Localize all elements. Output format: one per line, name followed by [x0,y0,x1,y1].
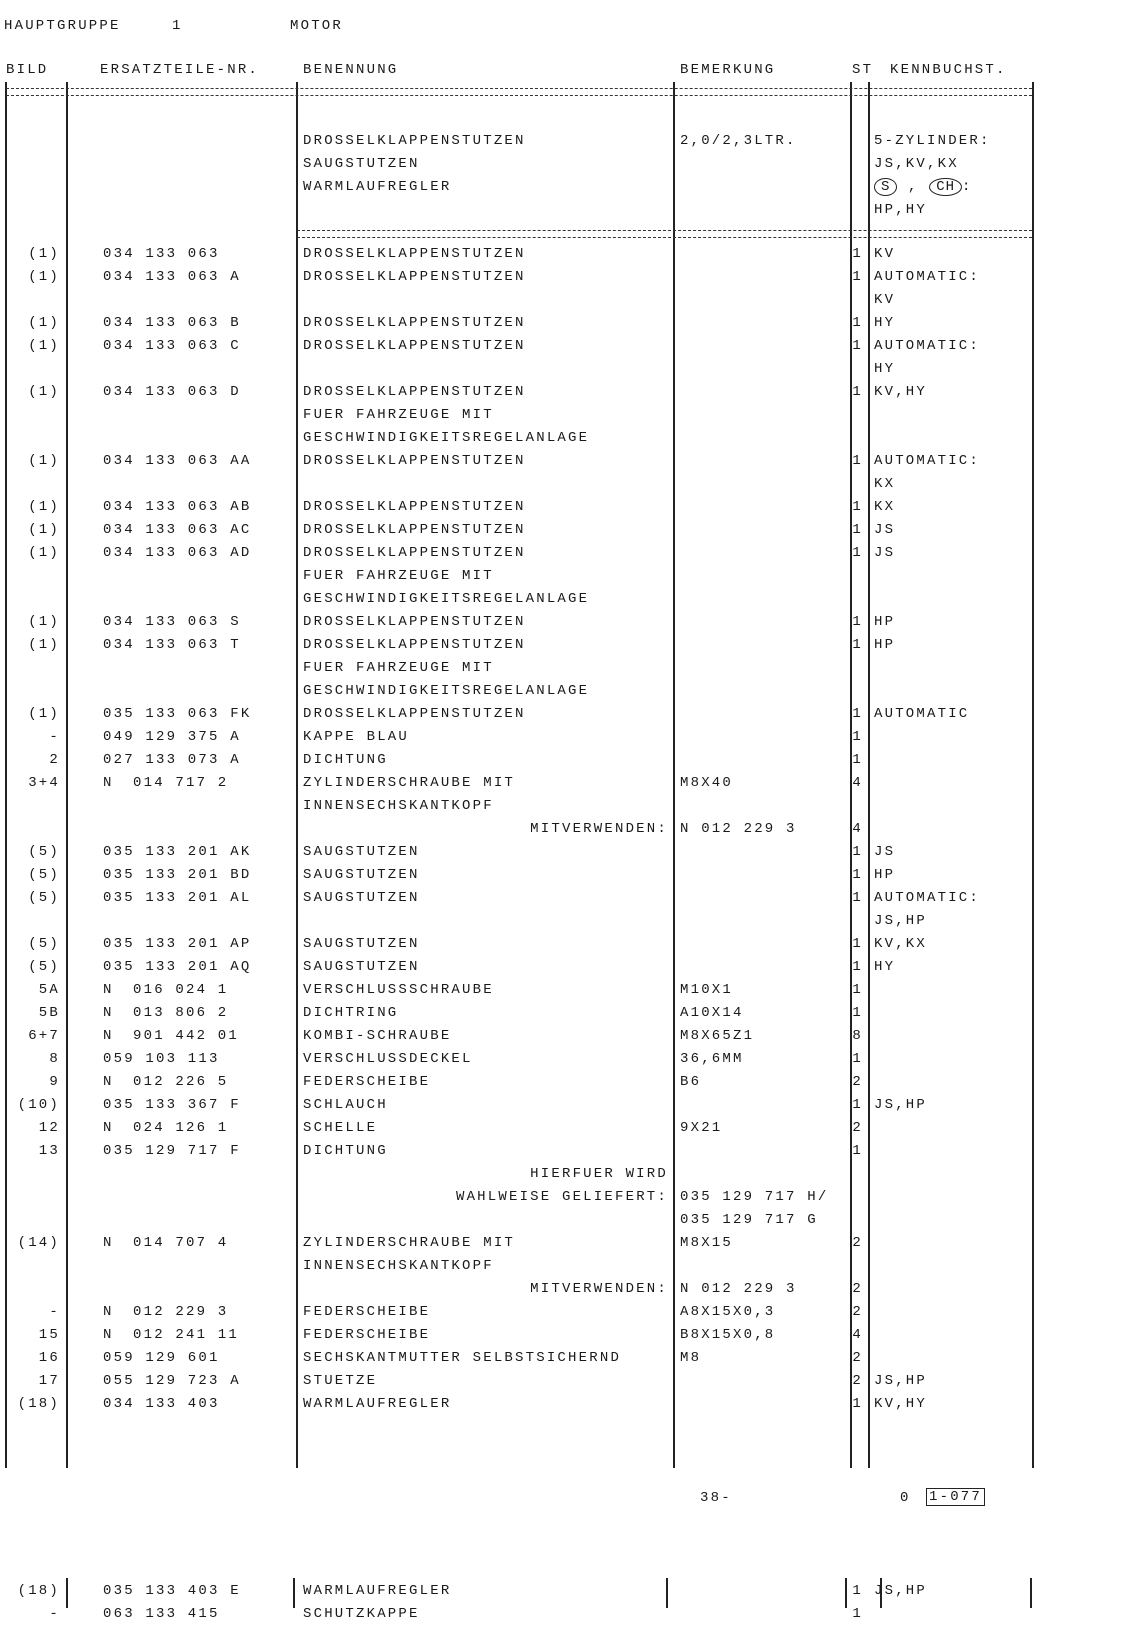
remark: M8X65Z1 [680,1028,755,1044]
table-row [0,1071,1123,1094]
bild-cell: (1) [28,269,60,285]
part-number: 034 133 063 [103,246,220,262]
quantity: 2 [852,1304,863,1320]
model-code: AUTOMATIC: [874,890,981,906]
part-name: DROSSELKLAPPENSTUTZEN [303,545,526,561]
remark: M8X15 [680,1235,734,1251]
quantity: 1 [852,1396,863,1412]
remark: 36,6MM [680,1051,744,1067]
bild-cell: - [49,729,60,745]
part-name: SAUGSTUTZEN [303,890,420,906]
bild-cell: (14) [17,1235,60,1251]
part-number: 063 133 415 [103,1606,220,1622]
quantity: 1 [852,706,863,722]
part-name: INNENSECHSKANTKOPF [303,798,494,814]
table-row [0,1370,1123,1393]
quantity: 1 [852,614,863,630]
table-row [0,496,1123,519]
model-code: KV,KX [874,936,928,952]
bild-cell: 6+7 [28,1028,60,1044]
bild-cell: (1) [28,338,60,354]
model-code: HP [874,867,896,883]
part-name: SAUGSTUTZEN [303,936,420,952]
table-row [0,864,1123,887]
table-row-continuation [0,1209,1123,1232]
quantity: 1 [852,246,863,262]
part-name: DROSSELKLAPPENSTUTZEN [303,384,526,400]
table-row [0,381,1123,404]
table-row [0,335,1123,358]
part-number: 034 133 403 [103,1396,220,1412]
quantity: 1 [852,1583,863,1599]
bild-cell: (1) [28,453,60,469]
table-row [0,611,1123,634]
country-badge-ch: CH [929,178,962,196]
part-prefix: N [103,1304,114,1320]
table-row [0,312,1123,335]
col-header-st: ST [852,62,874,78]
model-code: HP [874,614,896,630]
part-number: 059 103 113 [103,1051,220,1067]
table-row-continuation [0,1186,1123,1209]
bild-cell: (1) [28,522,60,538]
remark: 035 129 717 H/ [680,1189,829,1205]
intro-note: 2,0/2,3LTR. [680,133,797,149]
part-number: 012 226 5 [133,1074,229,1090]
intro-name: DROSSELKLAPPENSTUTZEN [303,133,526,149]
model-code: JS [874,545,896,561]
bild-cell: (1) [28,545,60,561]
table-row [0,450,1123,473]
quantity: 1 [852,315,863,331]
part-number: 049 129 375 A [103,729,241,745]
part-number: 012 229 3 [133,1304,229,1320]
table-row [0,1140,1123,1163]
quantity: 1 [852,867,863,883]
remark: 9X21 [680,1120,723,1136]
table-row-continuation [0,818,1123,841]
quantity: 4 [852,775,863,791]
quantity: 1 [852,384,863,400]
table-row [0,1603,1123,1626]
col-header-part: ERSATZTEILE-NR. [100,62,260,78]
part-name: SECHSKANTMUTTER SELBSTSICHERND [303,1350,622,1366]
part-name: WARMLAUFREGLER [303,1583,452,1599]
part-name: DROSSELKLAPPENSTUTZEN [303,338,526,354]
model-code: KV [874,292,896,308]
model-code: KV,HY [874,1396,928,1412]
table-row [0,1117,1123,1140]
part-name: DROSSELKLAPPENSTUTZEN [303,522,526,538]
part-name: GESCHWINDIGKEITSREGELANLAGE [303,430,590,446]
quantity: 2 [852,1074,863,1090]
remark: A10X14 [680,1005,744,1021]
bild-cell: 2 [49,752,60,768]
part-number: 035 133 403 E [103,1583,241,1599]
part-number: 035 133 201 AQ [103,959,252,975]
part-number: 016 024 1 [133,982,229,998]
part-number: 034 133 063 AB [103,499,252,515]
quantity: 1 [852,453,863,469]
bild-cell: (5) [28,867,60,883]
table-row-continuation [0,1163,1123,1186]
quantity: 1 [852,338,863,354]
quantity: 2 [852,1350,863,1366]
part-prefix: N [103,982,114,998]
model-code: AUTOMATIC: [874,269,981,285]
part-name: FUER FAHRZEUGE MIT [303,407,494,423]
table-row [0,956,1123,979]
table-row [0,887,1123,910]
remark: A8X15X0,3 [680,1304,776,1320]
table-row [0,266,1123,289]
quantity: 1 [852,844,863,860]
part-number: 035 133 367 F [103,1097,241,1113]
intro-separator [297,230,1032,238]
part-number: 034 133 063 S [103,614,241,630]
part-name: DROSSELKLAPPENSTUTZEN [303,453,526,469]
part-name: DROSSELKLAPPENSTUTZEN [303,499,526,515]
part-name: ZYLINDERSCHRAUBE MIT [303,775,516,791]
part-number: 034 133 063 A [103,269,241,285]
model-code: HY [874,361,896,377]
part-name: VERSCHLUSSDECKEL [303,1051,473,1067]
part-number: 024 126 1 [133,1120,229,1136]
bild-cell: (1) [28,384,60,400]
table-row-continuation [0,795,1123,818]
part-name: DROSSELKLAPPENSTUTZEN [303,706,526,722]
quantity: 8 [852,1028,863,1044]
model-code: HY [874,959,896,975]
part-number: 055 129 723 A [103,1373,241,1389]
table-row-continuation [0,565,1123,588]
bild-cell: (18) [17,1396,60,1412]
model-code: JS,HP [874,1097,928,1113]
table-row [0,979,1123,1002]
model-code: JS [874,844,896,860]
bild-cell: 5A [38,982,60,998]
table-row-continuation [0,588,1123,611]
table-row [0,1048,1123,1071]
part-number: 034 133 063 T [103,637,241,653]
table-row [0,1393,1123,1416]
part-prefix: N [103,1028,114,1044]
part-name: WARMLAUFREGLER [303,1396,452,1412]
page-number: 38- [700,1490,732,1506]
bild-cell: (5) [28,936,60,952]
page-code: 1-077 [926,1488,985,1506]
quantity: 2 [852,1235,863,1251]
part-number: 013 806 2 [133,1005,229,1021]
intro-kenn-line: JS,KV,KX [874,156,959,172]
part-name: FUER FAHRZEUGE MIT [303,660,494,676]
remark: 035 129 717 G [680,1212,818,1228]
quantity: 1 [852,1097,863,1113]
bild-cell: (1) [28,614,60,630]
remark: B6 [680,1074,702,1090]
quantity: 1 [852,637,863,653]
model-code: HY [874,315,896,331]
quantity: 4 [852,821,863,837]
part-number: 035 133 201 AP [103,936,252,952]
bild-cell: 3+4 [28,775,60,791]
table-row [0,1002,1123,1025]
part-name: SAUGSTUTZEN [303,867,420,883]
bild-cell: (1) [28,246,60,262]
part-name: FEDERSCHEIBE [303,1304,431,1320]
part-number: 034 133 063 AC [103,522,252,538]
model-code: AUTOMATIC [874,706,970,722]
part-name: SAUGSTUTZEN [303,844,420,860]
part-number: 034 133 063 AA [103,453,252,469]
model-code: KX [874,499,896,515]
part-name: DICHTRING [303,1005,399,1021]
bild-cell: 17 [38,1373,60,1389]
group-label: HAUPTGRUPPE [4,18,121,34]
model-code: AUTOMATIC: [874,338,981,354]
intro-kenn-line: HP,HY [874,202,928,218]
remark: M10X1 [680,982,734,998]
part-name: SCHUTZKAPPE [303,1606,420,1622]
part-number: 034 133 063 AD [103,545,252,561]
part-number: 035 129 717 F [103,1143,241,1159]
bild-cell: (10) [17,1097,60,1113]
col-header-kenn: KENNBUCHST. [890,62,1007,78]
intro-kenn-line: 5-ZYLINDER: [874,133,991,149]
model-code: AUTOMATIC: [874,453,981,469]
table-row [0,1324,1123,1347]
table-row [0,1094,1123,1117]
quantity: 1 [852,959,863,975]
table-row-continuation [0,404,1123,427]
part-name: KOMBI-SCHRAUBE [303,1028,452,1044]
quantity: 1 [852,1606,863,1622]
bild-cell: 13 [38,1143,60,1159]
part-name: FUER FAHRZEUGE MIT [303,568,494,584]
part-number: 035 133 201 AK [103,844,252,860]
model-code: JS,HP [874,913,928,929]
quantity: 4 [852,1327,863,1343]
part-name: DICHTUNG [303,752,388,768]
col-header-name: BENENNUNG [303,62,399,78]
table-row-continuation [0,1278,1123,1301]
table-row-continuation [0,473,1123,496]
remark: B8X15X0,8 [680,1327,776,1343]
model-code: KV,HY [874,384,928,400]
table-row-continuation [0,680,1123,703]
table-row [0,542,1123,565]
part-name: FEDERSCHEIBE [303,1327,431,1343]
part-number: 035 133 201 BD [103,867,252,883]
part-name: DICHTUNG [303,1143,388,1159]
bild-cell: - [49,1606,60,1622]
model-code: KV [874,246,896,262]
note-label: HIERFUER WIRD [530,1166,668,1182]
table-row-continuation [0,1255,1123,1278]
part-number: 035 133 201 AL [103,890,252,906]
remark: N 012 229 3 [680,1281,797,1297]
bild-cell: (1) [28,706,60,722]
intro-kenn [874,130,991,222]
table-row-continuation [0,427,1123,450]
bild-cell: 15 [38,1327,60,1343]
bild-cell: 9 [49,1074,60,1090]
note-label: WAHLWEISE GELIEFERT: [455,1189,668,1205]
table-row [0,749,1123,772]
group-name: MOTOR [290,18,344,34]
table-row [0,1232,1123,1255]
country-badge-s: S [874,178,897,196]
country-codes: S , CH : [874,176,991,199]
bild-cell: 12 [38,1120,60,1136]
model-code: JS,HP [874,1373,928,1389]
table-row [0,634,1123,657]
part-name: DROSSELKLAPPENSTUTZEN [303,637,526,653]
note-label: MITVERWENDEN: [530,1281,668,1297]
part-name: VERSCHLUSSSCHRAUBE [303,982,494,998]
part-prefix: N [103,1074,114,1090]
part-name: INNENSECHSKANTKOPF [303,1258,494,1274]
table-row [0,1580,1123,1603]
note-label: MITVERWENDEN: [530,821,668,837]
bild-cell: (5) [28,959,60,975]
quantity: 1 [852,522,863,538]
table-row [0,726,1123,749]
part-number: 059 129 601 [103,1350,220,1366]
quantity: 2 [852,1281,863,1297]
table-row [0,772,1123,795]
quantity: 1 [852,890,863,906]
part-name: FEDERSCHEIBE [303,1074,431,1090]
quantity: 1 [852,982,863,998]
part-prefix: N [103,1327,114,1343]
part-number: 035 133 063 FK [103,706,252,722]
quantity: 2 [852,1120,863,1136]
quantity: 1 [852,1005,863,1021]
bild-cell: (5) [28,844,60,860]
bild-cell: (1) [28,499,60,515]
bild-cell: 8 [49,1051,60,1067]
quantity: 1 [852,1051,863,1067]
part-name: GESCHWINDIGKEITSREGELANLAGE [303,591,590,607]
part-number: 034 133 063 D [103,384,241,400]
part-name: DROSSELKLAPPENSTUTZEN [303,614,526,630]
part-number: 014 717 2 [133,775,229,791]
table-row-continuation [0,657,1123,680]
part-name: DROSSELKLAPPENSTUTZEN [303,246,526,262]
part-number: 014 707 4 [133,1235,229,1251]
bild-cell: (1) [28,637,60,653]
quantity: 1 [852,936,863,952]
table-row [0,1347,1123,1370]
quantity: 1 [852,499,863,515]
table-row [0,1025,1123,1048]
part-prefix: N [103,1235,114,1251]
bild-cell: 5B [38,1005,60,1021]
table-row-continuation [0,358,1123,381]
part-name: SCHLAUCH [303,1097,388,1113]
group-number: 1 [172,18,183,34]
part-name: DROSSELKLAPPENSTUTZEN [303,315,526,331]
table-row-continuation [0,910,1123,933]
part-name: SCHELLE [303,1120,378,1136]
bild-cell: 16 [38,1350,60,1366]
model-code: HP [874,637,896,653]
remark: N 012 229 3 [680,821,797,837]
part-name: GESCHWINDIGKEITSREGELANLAGE [303,683,590,699]
table-row [0,243,1123,266]
part-name: ZYLINDERSCHRAUBE MIT [303,1235,516,1251]
remark: M8 [680,1350,702,1366]
bild-cell: (18) [17,1583,60,1599]
part-number: 034 133 063 B [103,315,241,331]
part-name: KAPPE BLAU [303,729,410,745]
page-code-prefix: 0 [900,1490,911,1506]
table-row [0,519,1123,542]
bild-cell: (1) [28,315,60,331]
part-name: SAUGSTUTZEN [303,959,420,975]
table-row-continuation [0,289,1123,312]
part-number: 027 133 073 A [103,752,241,768]
part-number: 034 133 063 C [103,338,241,354]
model-code: JS [874,522,896,538]
table-row [0,703,1123,726]
part-number: 901 442 01 [133,1028,240,1044]
part-name: STUETZE [303,1373,378,1389]
part-name: DROSSELKLAPPENSTUTZEN [303,269,526,285]
remark: M8X40 [680,775,734,791]
header-separator [6,88,1032,96]
table-row [0,841,1123,864]
part-prefix: N [103,1120,114,1136]
intro-name: WARMLAUFREGLER [303,179,452,195]
table-row [0,1301,1123,1324]
bild-cell: (5) [28,890,60,906]
model-code: JS,HP [874,1583,928,1599]
model-code: KX [874,476,896,492]
col-header-bild: BILD [6,62,49,78]
bild-cell: - [49,1304,60,1320]
col-header-note: BEMERKUNG [680,62,776,78]
part-prefix: N [103,1005,114,1021]
table-row [0,933,1123,956]
part-prefix: N [103,775,114,791]
quantity: 1 [852,1143,863,1159]
intro-name: SAUGSTUTZEN [303,156,420,172]
part-number: 012 241 11 [133,1327,240,1343]
intro-names [303,130,526,199]
quantity: 1 [852,269,863,285]
quantity: 2 [852,1373,863,1389]
quantity: 1 [852,752,863,768]
quantity: 1 [852,729,863,745]
quantity: 1 [852,545,863,561]
